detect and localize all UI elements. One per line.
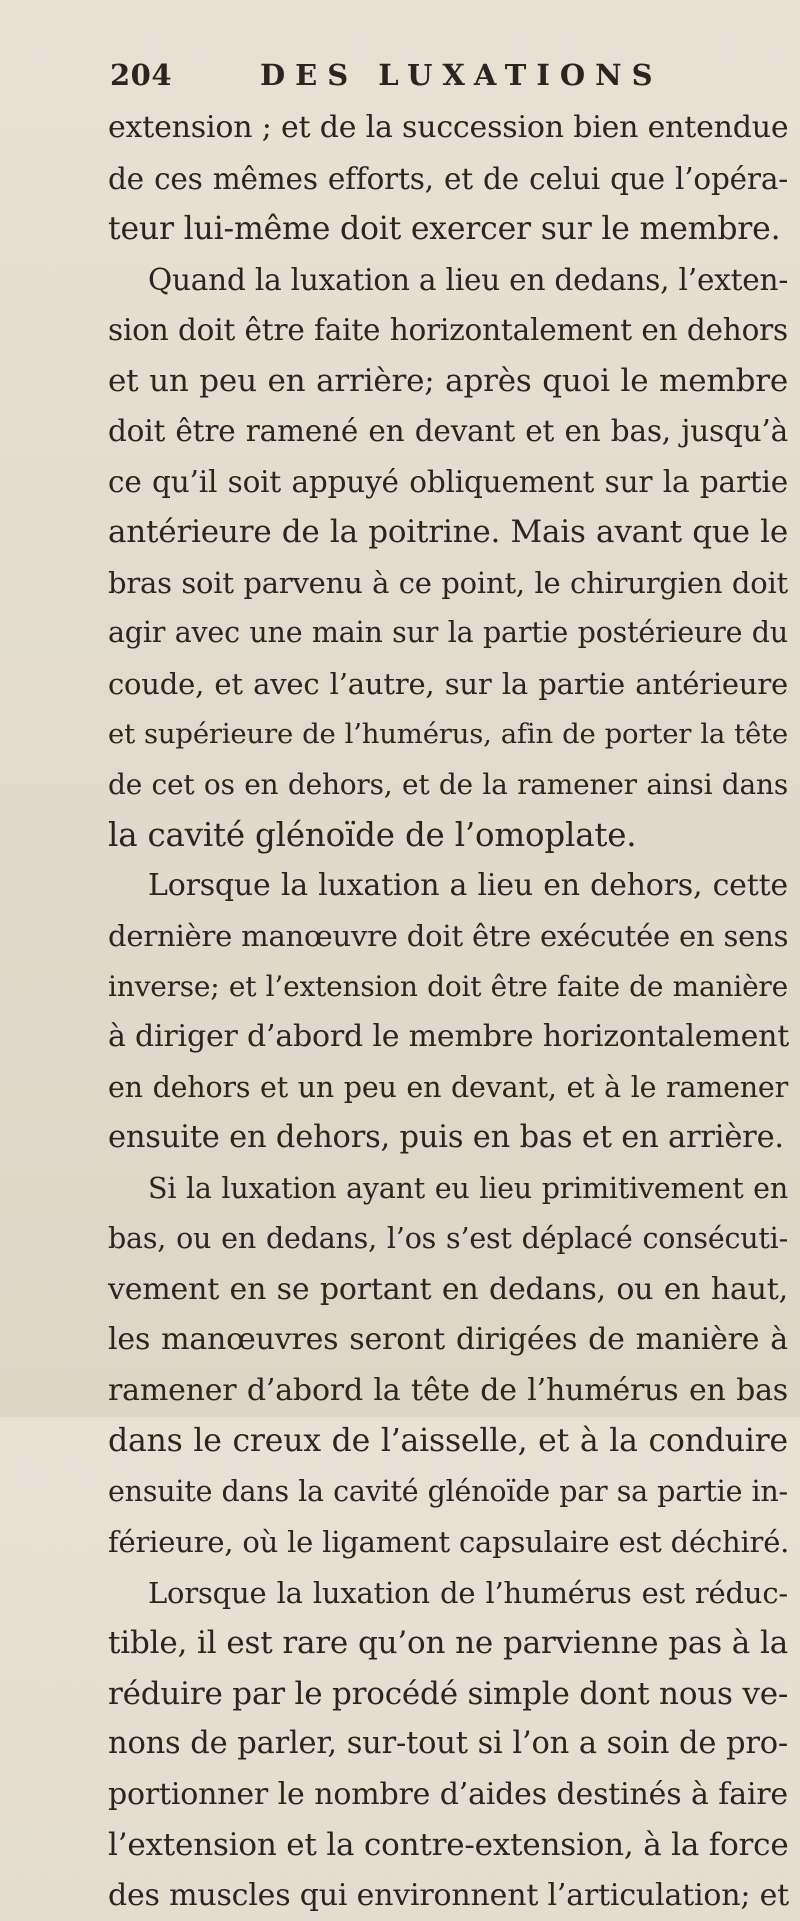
body-text (108, 103, 788, 1921)
text-line: ramener d’abord la tête de l’humérus en bas (108, 1366, 788, 1417)
paragraph-start-line: Si la luxation ayant eu lieu primitivement en (108, 1164, 788, 1215)
page-number: 204 (110, 58, 172, 92)
paragraph-start-line: Quand la luxation a lieu en dedans, l’exten- (108, 255, 788, 306)
text-line: bras soit parvenu à ce point, le chirurgien doit (108, 558, 788, 609)
text-line: ensuite en dehors, puis en bas et en arrière. (108, 1113, 788, 1164)
text-line: férieure, où le ligament capsulaire est déchiré. (108, 1517, 788, 1568)
text-line: portionner le nombre d’aides destinés à faire (108, 1770, 788, 1821)
text-line: les manœuvres seront dirigées de manière à (108, 1315, 788, 1366)
text-line: à diriger d’abord le membre horizontalement (108, 1012, 788, 1063)
running-head (110, 58, 790, 98)
text-line: antérieure de la poitrine. Mais avant que le (108, 507, 788, 558)
text-line: nons de parler, sur-tout si l’on a soin de pro- (108, 1719, 788, 1770)
text-line: la cavité glénoïde de l’omoplate. (108, 810, 788, 861)
paragraph-start-line: Lorsque la luxation de l’humérus est réduc- (108, 1568, 788, 1619)
text-line: vement en se portant en dedans, ou en haut, (108, 1265, 788, 1316)
text-line: inverse; et l’extension doit être faite de manière (108, 962, 788, 1013)
text-line: et supérieure de l’humérus, afin de porter la tête (108, 709, 788, 760)
text-line: et un peu en arrière; après quoi le membre (108, 356, 788, 407)
text-line: de cet os en dehors, et de la ramener ainsi dans (108, 760, 788, 811)
text-line: dans le creux de l’aisselle, et à la conduire (108, 1416, 788, 1467)
text-line: agir avec une main sur la partie postérieure du (108, 608, 788, 659)
text-line: extension ; et de la succession bien entendue (108, 103, 788, 154)
text-line: réduire par le procédé simple dont nous ve- (108, 1669, 788, 1720)
text-line: ce qu’il soit appuyé obliquement sur la partie (108, 457, 788, 508)
text-line: l’extension et la contre-extension, à la force (108, 1820, 788, 1871)
text-line: tible, il est rare qu’on ne parvienne pas à la (108, 1618, 788, 1669)
paragraph-start-line: Lorsque la luxation a lieu en dehors, cette (108, 861, 788, 912)
text-line: coude, et avec l’autre, sur la partie antérieure (108, 659, 788, 710)
text-line: des muscles qui environnent l’articulation; et (108, 1871, 788, 1921)
running-title: DES LUXATIONS (260, 58, 663, 92)
text-line: doit être ramené en devant et en bas, jusqu’à (108, 406, 788, 457)
text-line: ensuite dans la cavité glénoïde par sa partie in- (108, 1467, 788, 1518)
text-line: de ces mêmes efforts, et de celui que l’opéra- (108, 154, 788, 205)
text-line: sion doit être faite horizontalement en dehors (108, 305, 788, 356)
text-line: teur lui-même doit exercer sur le membre. (108, 204, 788, 255)
text-line: en dehors et un peu en devant, et à le ramener (108, 1063, 788, 1114)
text-line: bas, ou en dedans, l’os s’est déplacé consécuti- (108, 1214, 788, 1265)
text-line: dernière manœuvre doit être exécutée en sens (108, 911, 788, 962)
